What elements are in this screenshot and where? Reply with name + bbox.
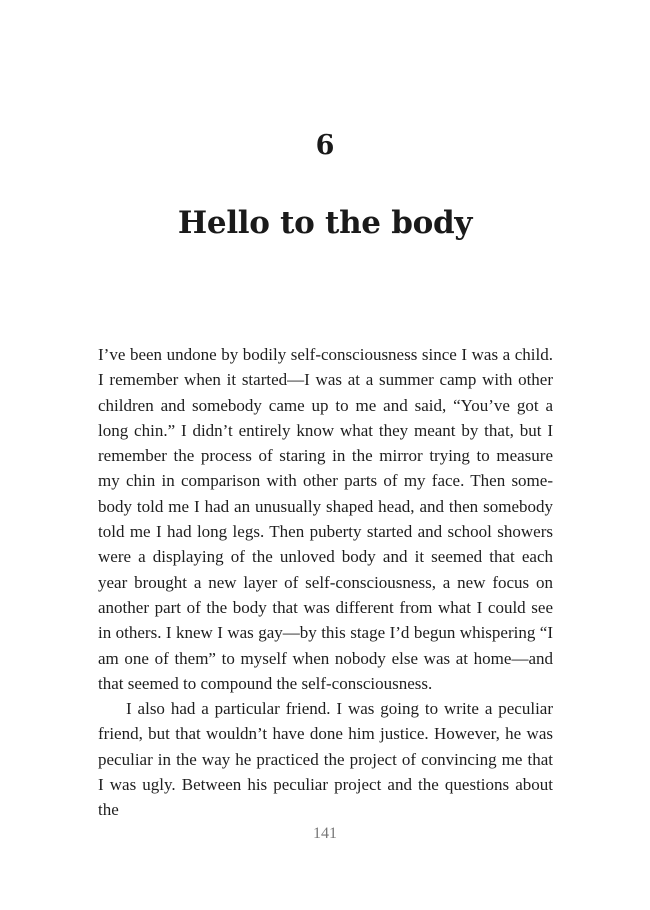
paragraph-2: I also had a particular friend. I was going to write a peculiar friend, but that wouldn’t have done him justice. However, he was peculiar in the way he practiced the project of convincing me that I was ugly. Between his peculiar project and the questions about the	[98, 699, 553, 820]
chapter-title: Hello to the body	[177, 205, 473, 241]
chapter-number: 6	[315, 130, 335, 161]
paragraph-1: I’ve been undone by bodily self-consciousness since I was a child. I remember when it started—I was at a summer camp with other children and somebody came up to me and said, “You’ve got a long chin.” I didn’t entirely know what they meant by that, but I remember the process of staring in the mirror trying to measure my chin in comparison with other parts of my face. Then somebody told me I had an unusually shaped head, and then somebody told me I had long legs. Then puberty started and school showers were a displaying of the unloved body and it seemed that each year brought a new layer of self-consciousness, a new focus on another part of the body that was different from what I could see in others. I knew I was gay—by this stage I’d begun whispering “I am one of them” to myself when nobody else was at home—and that seemed to compound the self-consciousness.	[98, 345, 553, 693]
chapter-body	[98, 342, 553, 823]
page-number: 141	[313, 825, 337, 842]
